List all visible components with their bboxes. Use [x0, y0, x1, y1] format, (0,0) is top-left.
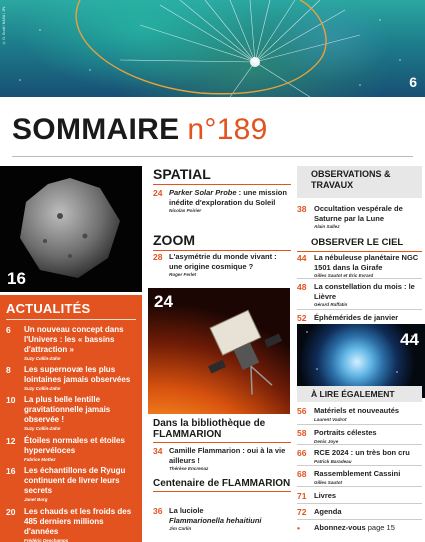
section-bibliotheque-heading: Dans la bibliothèque de FLAMMARION: [153, 418, 291, 443]
toc-entry-centenaire-1[interactable]: [153, 506, 291, 531]
entry-title: [169, 188, 291, 207]
divider: [297, 519, 422, 520]
divider: [297, 309, 422, 310]
lire-heading-box: [297, 386, 422, 402]
entry-title-italic: Parker Solar Probe: [169, 188, 237, 197]
toc-entry-ciel-1[interactable]: [297, 253, 422, 278]
entry-title-italic: Flammarionella hehaitiuni: [169, 515, 262, 525]
toc-entry-actualites-1[interactable]: [6, 325, 138, 361]
entry-author: Fabrice Mottez: [24, 457, 56, 462]
toc-entry-abonnement[interactable]: [297, 523, 422, 533]
toc-entry-spatial-1[interactable]: [153, 188, 291, 213]
entry-author: Gilles Sautot et Éric Evrard: [314, 273, 374, 278]
toc-entry-lire-6[interactable]: [297, 507, 422, 517]
entry-title-rest: : une mission inédite d'exploration du Soleil: [169, 188, 287, 207]
entry-author: Janet Borg: [24, 497, 48, 502]
entry-title: La nébuleuse planétaire NGC 1501 dans la Girafe: [314, 253, 419, 272]
divider: [297, 424, 422, 425]
entry-author: Suzy Collin-Zahn: [24, 386, 61, 391]
asteroid-page-number: 16: [7, 269, 26, 288]
page-number: 12: [6, 436, 16, 446]
page-title: [12, 113, 268, 147]
toc-entry-ciel-3[interactable]: [297, 313, 422, 323]
hero-image: [0, 0, 425, 97]
entry-author: Jim Carlin: [169, 526, 192, 531]
page-number: 72: [297, 507, 307, 517]
section-observations-heading: OBSERVATIONS & TRAVAUX: [311, 169, 391, 190]
page-number: 24: [153, 188, 163, 198]
nebula-page-number: 44: [400, 330, 419, 349]
section-lire-heading: À LIRE ÉGALEMENT: [311, 389, 395, 399]
observations-heading-box: [297, 166, 422, 198]
entry-title: Occultation vespérale de Saturne par la Lune: [314, 204, 403, 223]
photo-credit: © D. Scott / NASA / JPL: [2, 6, 6, 45]
page-number: 28: [153, 252, 163, 262]
entry-author: Gérard Raffatin: [314, 302, 348, 307]
toc-entry-lire-4[interactable]: [297, 469, 422, 485]
subscribe-page: page 15: [365, 523, 395, 532]
section-zoom-heading: ZOOM: [153, 232, 291, 251]
hero-page-number[interactable]: 6: [409, 74, 417, 90]
entry-title: [169, 506, 291, 525]
page-number: 36: [153, 506, 163, 516]
actualites-divider: [6, 319, 136, 320]
entry-title: Livres: [314, 491, 337, 500]
entry-author: Patrick Baradeau: [314, 458, 352, 464]
entry-title: Éphémérides de janvier: [314, 313, 399, 322]
page-number: 52: [297, 313, 307, 323]
toc-entry-lire-1[interactable]: [297, 406, 422, 422]
toc-entry-observations-1[interactable]: [297, 204, 422, 229]
entry-author: Denis Joye: [314, 438, 339, 444]
toc-entry-ciel-2[interactable]: [297, 282, 422, 307]
divider: [297, 465, 422, 466]
page-number: 8: [6, 365, 11, 375]
entry-author: Roger Ferlet: [169, 272, 197, 277]
entry-title: Les échantillons de Ryugu continuent de livrer leurs secrets: [24, 466, 126, 495]
page-number: 68: [297, 469, 307, 479]
subscribe-label: Abonnez-vous: [314, 523, 366, 532]
page-number: 34: [153, 446, 163, 456]
actualites-column: [0, 295, 142, 542]
toc-entry-actualites-6[interactable]: [6, 507, 138, 542]
title-divider: [12, 156, 413, 157]
toc-entry-actualites-4[interactable]: [6, 436, 138, 462]
entry-title: [314, 523, 422, 533]
sommaire-label: SOMMAIRE: [12, 113, 180, 146]
page-number: 10: [6, 395, 16, 405]
page-number: 6: [6, 325, 11, 335]
page-number: 56: [297, 406, 307, 416]
entry-title: Agenda: [314, 507, 342, 516]
page-number: 66: [297, 448, 307, 458]
divider: [297, 486, 422, 487]
bullet-icon: •: [297, 523, 300, 533]
toc-entry-lire-2[interactable]: [297, 428, 422, 444]
divider: [297, 444, 422, 445]
toc-entry-bibliotheque-1[interactable]: [153, 446, 291, 471]
page-number: 38: [297, 204, 307, 214]
page-number: 16: [6, 466, 16, 476]
entry-author: Nicolas Poirier: [169, 208, 202, 213]
entry-title: Étoiles normales et étoiles hypervéloces: [24, 436, 125, 455]
entry-title: L'asymétrie du monde vivant : une origine cosmique ?: [169, 252, 277, 271]
parker-solar-probe-photo[interactable]: [148, 288, 290, 414]
entry-title: La constellation du mois : le Lièvre: [314, 282, 415, 301]
divider: [297, 278, 422, 279]
issue-number: n°189: [187, 113, 268, 146]
entry-author: Frédéric Deschamps: [24, 538, 69, 542]
entry-title: Les chauds et les froids des 485 derniers millions d'années: [24, 507, 132, 536]
divider: [297, 503, 422, 504]
entry-author: Thérèse Encrenaz: [169, 466, 209, 471]
entry-author: Suzy Collin-Zahn: [24, 356, 61, 361]
page-number: 44: [297, 253, 307, 263]
hero-galaxy-illustration: [0, 0, 425, 97]
toc-entry-lire-5[interactable]: [297, 491, 422, 501]
entry-title: Camille Flammarion : oui à la vie ailleurs !: [169, 446, 286, 465]
entry-title: RCE 2024 : un très bon cru: [314, 448, 410, 457]
entry-author: Suzy Collin-Zahn: [24, 426, 61, 431]
page-number: 58: [297, 428, 307, 438]
toc-entry-actualites-5[interactable]: [6, 466, 138, 502]
entry-title: Portraits célestes: [314, 428, 377, 437]
toc-entry-lire-3[interactable]: [297, 448, 422, 464]
entry-title: Rassemblement Cassini: [314, 469, 401, 478]
entry-title: La plus belle lentille gravitationnelle jamais observée !: [24, 395, 111, 424]
page-number: 71: [297, 491, 307, 501]
entry-author: Gilles Sautot: [314, 479, 343, 485]
toc-entry-zoom-1[interactable]: [153, 252, 291, 277]
entry-title: Un nouveau concept dans l'Univers : les « bassins d'attraction »: [24, 325, 124, 354]
entry-title-rest: La luciole: [169, 506, 204, 515]
entry-title: Les supernovæ les plus lointaines jamais observées: [24, 365, 131, 384]
page-number: 20: [6, 507, 16, 517]
section-centenaire-heading: Centenaire de FLAMMARION: [153, 478, 291, 492]
toc-entry-actualites-3[interactable]: [6, 395, 138, 431]
entry-title: Matériels et nouveautés: [314, 406, 400, 415]
entry-author: Laurent Vadrot: [314, 416, 347, 422]
page-number: 48: [297, 282, 307, 292]
entry-author: Alain Sallez: [314, 224, 340, 229]
section-ciel-heading: OBSERVER LE CIEL: [297, 237, 422, 252]
section-spatial-heading: SPATIAL: [153, 166, 291, 185]
sun-page-number: 24: [154, 292, 173, 311]
asteroid-photo[interactable]: [0, 166, 142, 292]
actualites-heading: ACTUALITÉS: [6, 301, 91, 316]
toc-entry-actualites-2[interactable]: [6, 365, 138, 391]
